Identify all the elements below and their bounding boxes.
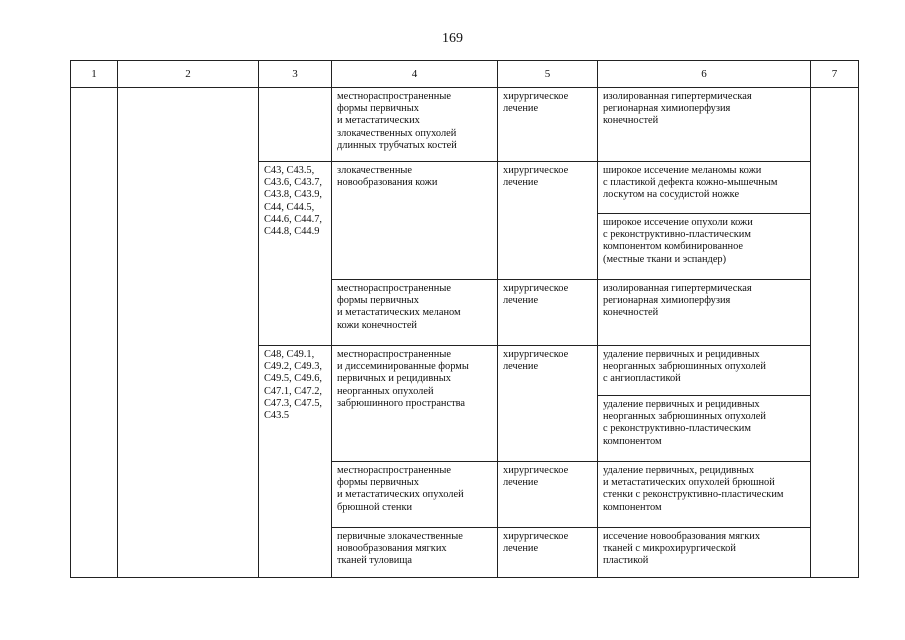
method-cell: изолированная гипертермическая регионарная химиоперфузия конечностей xyxy=(598,280,811,346)
column-header-1: 1 xyxy=(71,61,118,88)
diagnosis-cell: первичные злокачественные новообразования мягких тканей туловища xyxy=(332,528,498,578)
page-number: 169 xyxy=(442,31,463,46)
column-header-7: 7 xyxy=(811,61,859,88)
column-header-4: 4 xyxy=(332,61,498,88)
column-header-2: 2 xyxy=(118,61,259,88)
method-cell: широкое иссечение меланомы кожи с пластикой дефекта кожно-мышечным лоскутом на сосудистой ножке xyxy=(598,162,811,214)
treatment-cell: хирургическое лечение xyxy=(498,88,598,162)
method-cell: удаление первичных, рецидивных и метастатических опухолей брюшной стенки с реконструктивно-пластическим компонентом xyxy=(598,462,811,528)
method-cell: удаление первичных и рецидивных неорганных забрюшинных опухолей с ангиопластикой xyxy=(598,346,811,396)
diagnosis-cell: местнораспространенные формы первичных и метастатических меланом кожи конечностей xyxy=(332,280,498,346)
method-cell: изолированная гипертермическая регионарная химиоперфузия конечностей xyxy=(598,88,811,162)
header-row xyxy=(71,61,859,88)
treatment-cell: хирургическое лечение xyxy=(498,346,598,462)
method-cell: удаление первичных и рецидивных неорганных забрюшинных опухолей с реконструктивно-пластическим компонентом xyxy=(598,396,811,462)
diagnosis-cell: местнораспространенные формы первичных и метастатических опухолей брюшной стенки xyxy=(332,462,498,528)
diagnosis-cell: местнораспространенные формы первичных и метастатических злокачественных опухолей длинных трубчатых костей xyxy=(332,88,498,162)
method-cell: широкое иссечение опухоли кожи с реконструктивно-пластическим компонентом комбинированное (местные ткани и эспандер) xyxy=(598,214,811,280)
diagnosis-cell: злокачественные новообразования кожи xyxy=(332,162,498,280)
column-header-6: 6 xyxy=(598,61,811,88)
method-cell: иссечение новообразования мягких тканей с микрохирургической пластикой xyxy=(598,528,811,578)
col7-cell xyxy=(811,88,859,578)
treatment-cell: хирургическое лечение xyxy=(498,280,598,346)
procedures-table xyxy=(70,60,859,578)
col2-cell xyxy=(118,88,259,578)
column-header-5: 5 xyxy=(498,61,598,88)
column-header-3: 3 xyxy=(259,61,332,88)
diagnosis-cell: местнораспространенные и диссеминированные формы первичных и рецидивных неорганных опухолей забрюшинного пространства xyxy=(332,346,498,462)
table-row xyxy=(71,88,859,162)
treatment-cell: хирургическое лечение xyxy=(498,528,598,578)
code-cell: C43, C43.5, C43.6, C43.7, C43.8, C43.9, C44, C44.5, C44.6, C44.7, C44.8, C44.9 xyxy=(259,162,332,346)
treatment-cell: хирургическое лечение xyxy=(498,462,598,528)
treatment-cell: хирургическое лечение xyxy=(498,162,598,280)
code-cell: C48, C49.1, C49.2, C49.3, C49.5, C49.6, C47.1, C47.2, C47.3, C47.5, C43.5 xyxy=(259,346,332,578)
code-cell-empty xyxy=(259,88,332,162)
col1-cell xyxy=(71,88,118,578)
